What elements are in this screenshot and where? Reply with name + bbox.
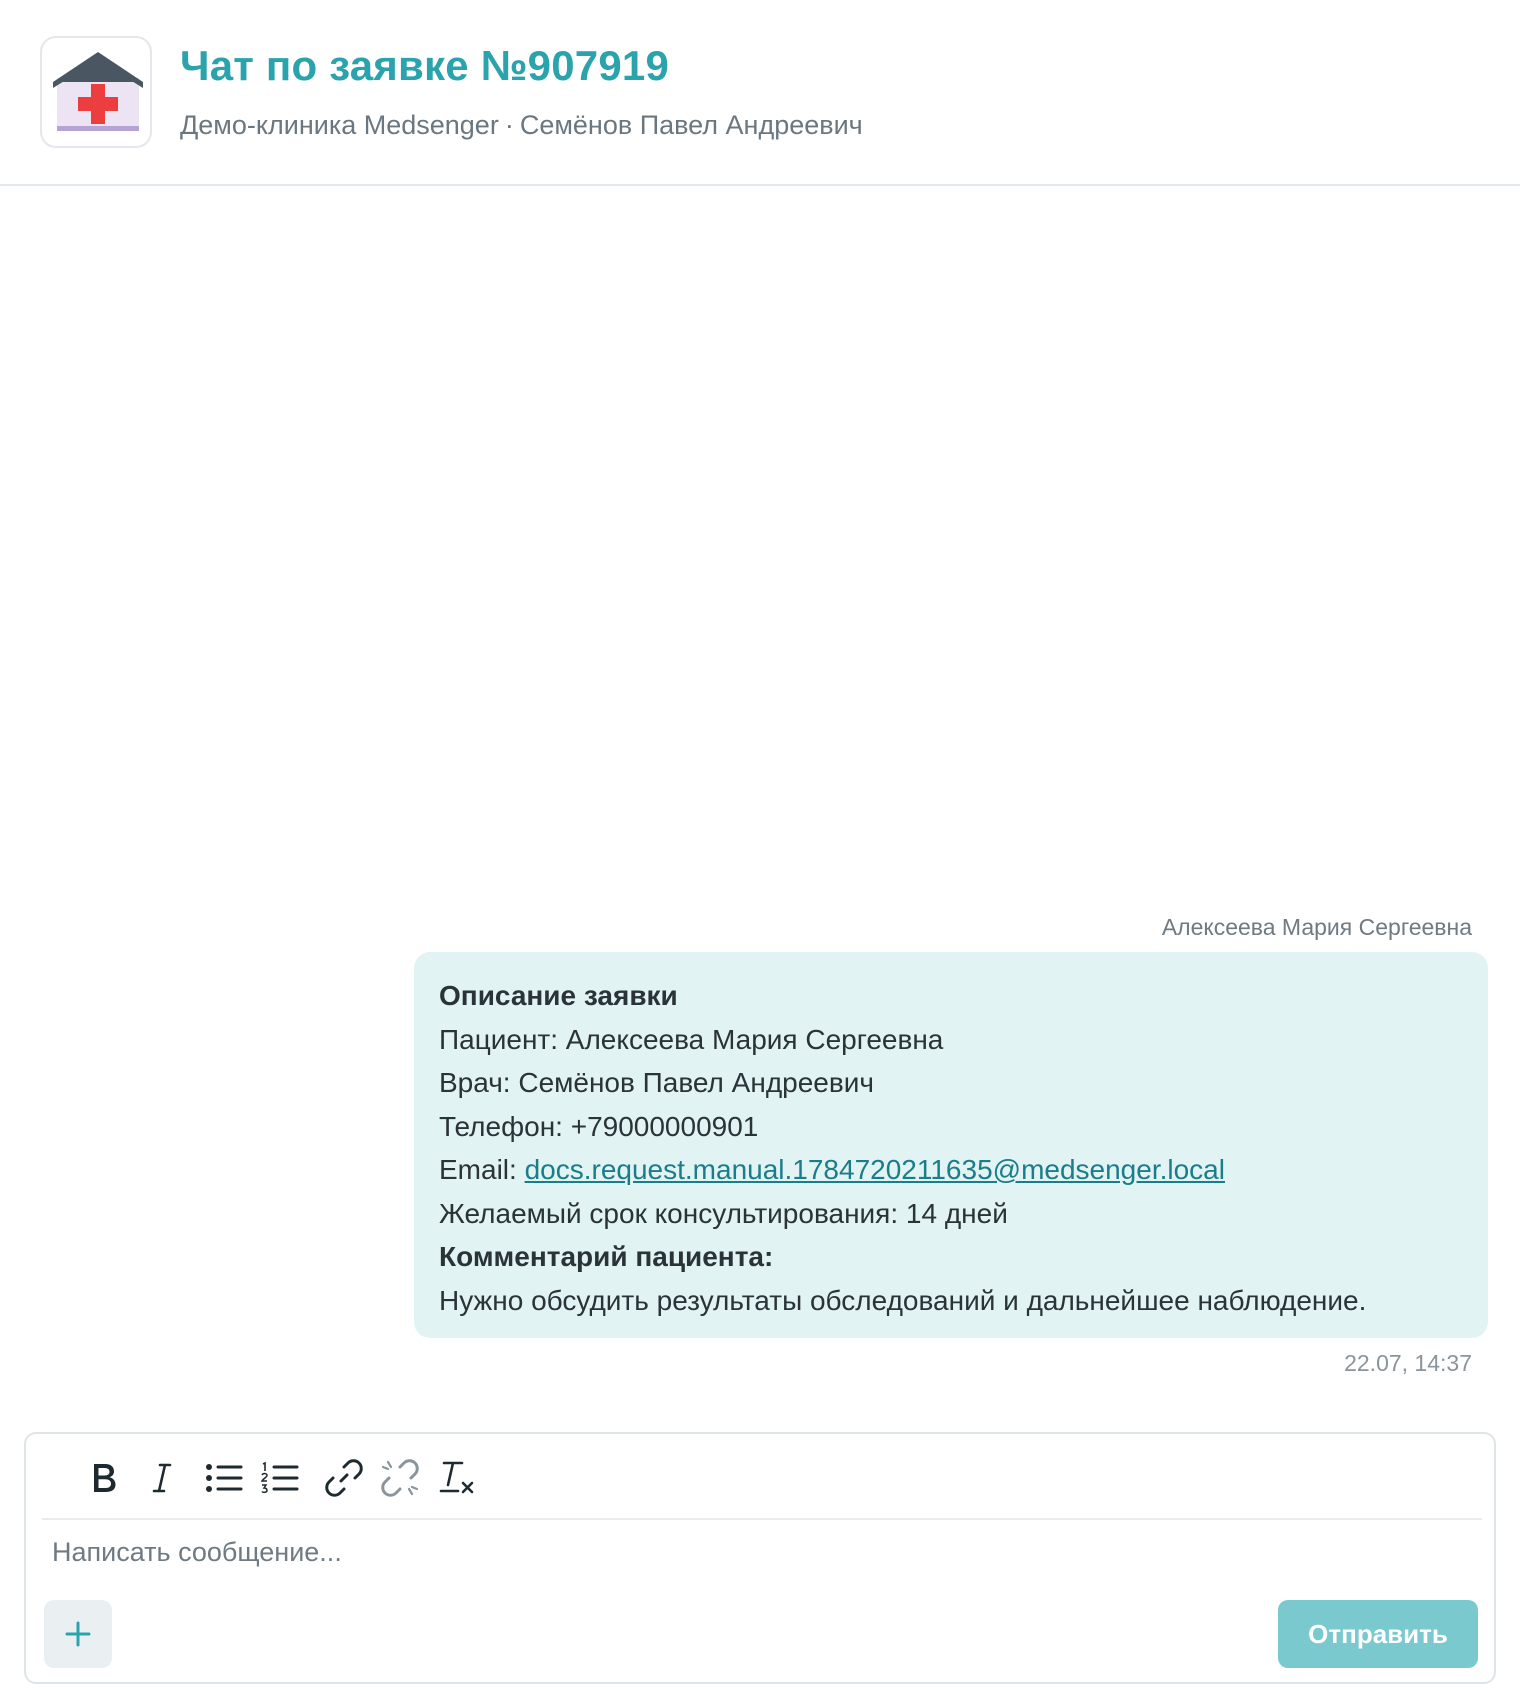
- plus-icon: [64, 1620, 92, 1648]
- message-input[interactable]: [52, 1530, 1452, 1574]
- attach-button[interactable]: [44, 1600, 112, 1668]
- doctor-line: Врач: Семёнов Павел Андреевич: [439, 1067, 874, 1098]
- page-title: Чат по заявке №907919: [180, 42, 670, 89]
- hospital-icon: [48, 44, 148, 144]
- term-line: Желаемый срок консультирования: 14 дней: [439, 1197, 1008, 1229]
- unlink-icon: [380, 1458, 420, 1498]
- message-composer: [24, 1432, 1496, 1684]
- clear-formatting-icon: [438, 1458, 478, 1498]
- patient-line: Пациент: Алексеева Мария Сергеевна: [439, 1023, 944, 1055]
- clinic-avatar: [40, 36, 152, 148]
- send-button[interactable]: Отправить: [1278, 1600, 1478, 1668]
- request-heading: Описание заявки: [439, 980, 678, 1011]
- email-line: [439, 1148, 1464, 1192]
- chat-header: [0, 0, 1520, 186]
- comment-line: Нужно обсудить результаты обследований и дальнейшее наблюдение.: [439, 1284, 1367, 1316]
- phone-line: Телефон: +79000000901: [439, 1110, 759, 1142]
- numbered-list-button[interactable]: [256, 1454, 304, 1502]
- bold-icon: [88, 1460, 120, 1496]
- numbered-list-icon: [260, 1460, 300, 1496]
- italic-button[interactable]: [138, 1454, 186, 1502]
- link-button[interactable]: [320, 1454, 368, 1502]
- email-link[interactable]: docs.request.manual.1784720211635@medsenger.local: [524, 1154, 1225, 1185]
- unlink-button[interactable]: [376, 1454, 424, 1502]
- bulleted-list-icon: [204, 1460, 244, 1496]
- bulleted-list-button[interactable]: [200, 1454, 248, 1502]
- clinic-name: Демо-клиника Medsenger: [180, 110, 499, 140]
- message-sender: Алексеева Мария Сергеевна: [1161, 914, 1472, 940]
- comment-heading: Комментарий пациента:: [439, 1241, 774, 1272]
- message-timestamp: 22.07, 14:37: [1344, 1350, 1472, 1376]
- clear-formatting-button[interactable]: [434, 1454, 482, 1502]
- formatting-toolbar: [42, 1434, 1482, 1520]
- message-list[interactable]: [0, 188, 1520, 1428]
- message-bubble: [414, 952, 1488, 1338]
- bold-button[interactable]: [80, 1454, 128, 1502]
- italic-icon: [146, 1460, 178, 1496]
- doctor-name: Семёнов Павел Андреевич: [519, 110, 863, 140]
- chat-subtitle: [180, 110, 863, 141]
- link-icon: [324, 1458, 364, 1498]
- email-label: Email:: [439, 1154, 525, 1185]
- subtitle-separator: ·: [504, 110, 514, 140]
